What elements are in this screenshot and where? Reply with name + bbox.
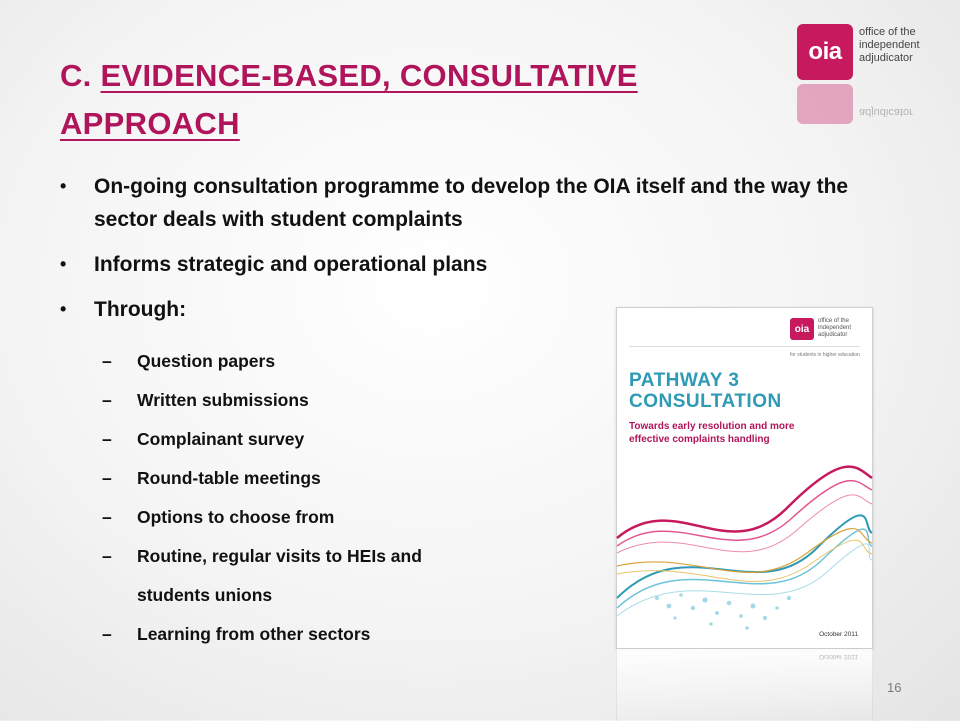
bullet-text: On-going consultation programme to develop the OIA itself and the way the sector deals with student complaints [94, 175, 849, 231]
bullet-dot-icon: • [60, 254, 67, 274]
sub-item [102, 615, 422, 654]
logo-text [859, 26, 939, 65]
logo-reflection-line: adjudicator [859, 106, 913, 118]
sub-item-continuation [102, 576, 422, 615]
title-prefix: C. [60, 58, 101, 93]
sub-item [102, 537, 422, 576]
bullet-item [60, 248, 900, 281]
cover-logo-badge: oia [790, 318, 814, 340]
cover-logo-text: office of the independent adjudicator [818, 318, 852, 338]
bullet-dot-icon: • [60, 176, 67, 196]
dash-icon: – [102, 546, 112, 566]
logo-reflection-text [859, 105, 939, 118]
oia-logo [797, 24, 937, 118]
dash-icon: – [102, 390, 112, 410]
logo-text-line: independent [859, 39, 920, 51]
logo-reflection-badge [797, 84, 853, 124]
logo-reflection [797, 84, 937, 118]
dash-icon: – [102, 468, 112, 488]
cover-wave-graphic [617, 448, 872, 648]
bullet-dot-icon: • [60, 299, 67, 319]
cover-subtitle: Towards early resolution and more effective complaints handling [629, 421, 795, 445]
title-main: EVIDENCE-BASED, CONSULTATIVE APPROACH [60, 58, 638, 141]
cover-title: PATHWAY 3 CONSULTATION [629, 370, 782, 412]
cover-date: October 2011 [819, 631, 858, 638]
sub-item-text: Learning from other sectors [137, 624, 371, 644]
report-cover-image [616, 307, 873, 649]
sub-item [102, 459, 422, 498]
sub-item-text: Written submissions [137, 390, 309, 410]
sub-item-text: Routine, regular visits to HEIs and [137, 546, 422, 566]
sub-item-text: Round-table meetings [137, 468, 321, 488]
logo-text-line: adjudicator [859, 52, 913, 64]
page-number: 16 [887, 680, 902, 695]
logo-badge: oia [797, 24, 853, 80]
dash-icon: – [102, 507, 112, 527]
dash-icon: – [102, 429, 112, 449]
cover-reflection [616, 648, 873, 721]
sub-item [102, 342, 422, 381]
sub-item [102, 498, 422, 537]
sub-item-text: Options to choose from [137, 507, 335, 527]
sub-bullet-list [102, 342, 422, 654]
sub-item-text: Question papers [137, 351, 276, 371]
cover-divider [629, 346, 860, 347]
logo-text-line: office of the [859, 26, 916, 38]
bullet-text: Informs strategic and operational plans [94, 253, 488, 276]
bullet-item [60, 170, 900, 236]
cover-reflection-date: October 2011 [819, 653, 858, 660]
sub-item [102, 420, 422, 459]
sub-item [102, 381, 422, 420]
sub-item-text: Complainant survey [137, 429, 305, 449]
slide-title [60, 52, 750, 148]
dash-icon: – [102, 624, 112, 644]
sub-item-text: students unions [137, 585, 273, 605]
bullet-text: Through: [94, 298, 187, 321]
dash-icon: – [102, 351, 112, 371]
cover-tagline: for students in higher education [790, 352, 860, 358]
